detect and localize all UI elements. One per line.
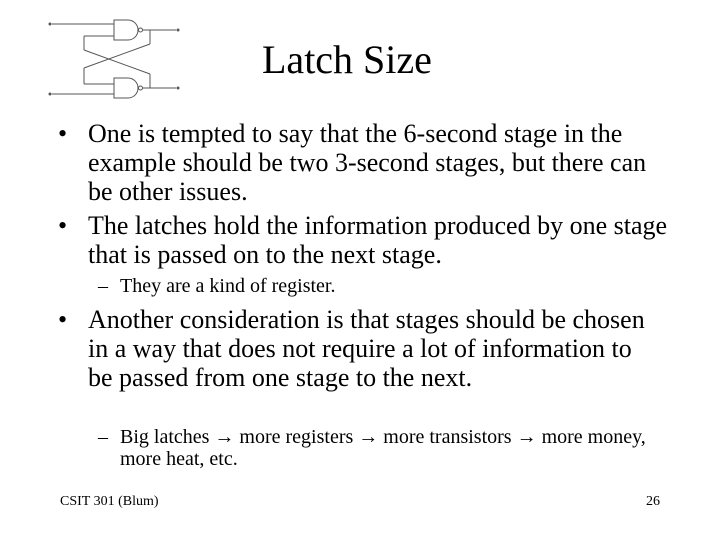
subbullet-marker: –: [98, 275, 108, 297]
bullet-marker: •: [58, 305, 68, 334]
bullet-item: [58, 119, 668, 206]
footer-course: CSIT 301 (Blum): [60, 494, 159, 509]
bullet-text: The latches hold the information produced by one stage that is passed on to the next stage.: [88, 211, 668, 269]
bullet-marker: •: [58, 211, 68, 240]
slide-title: Latch Size: [262, 37, 432, 82]
subbullet-text: Big latches → more registers → more transistors → more money, more heat, etc.: [120, 426, 646, 470]
bullet-marker: •: [58, 119, 68, 148]
latch-diagram-icon: [44, 14, 194, 104]
bullet-item: [58, 305, 648, 392]
subbullet-marker: –: [98, 426, 108, 448]
page-number: 26: [646, 494, 660, 509]
bullet-text: One is tempted to say that the 6-second stage in the example should be two 3-second stages, but there can be other issues.: [88, 119, 647, 206]
bullet-item: [58, 211, 668, 269]
subbullet-text: They are a kind of register.: [120, 275, 336, 297]
bullet-text: Another consideration is that stages should be chosen in a way that does not require a lot of information to be passed from one stage to the next.: [88, 305, 645, 392]
subbullet-item: [98, 426, 680, 470]
subbullet-item: [98, 275, 680, 297]
